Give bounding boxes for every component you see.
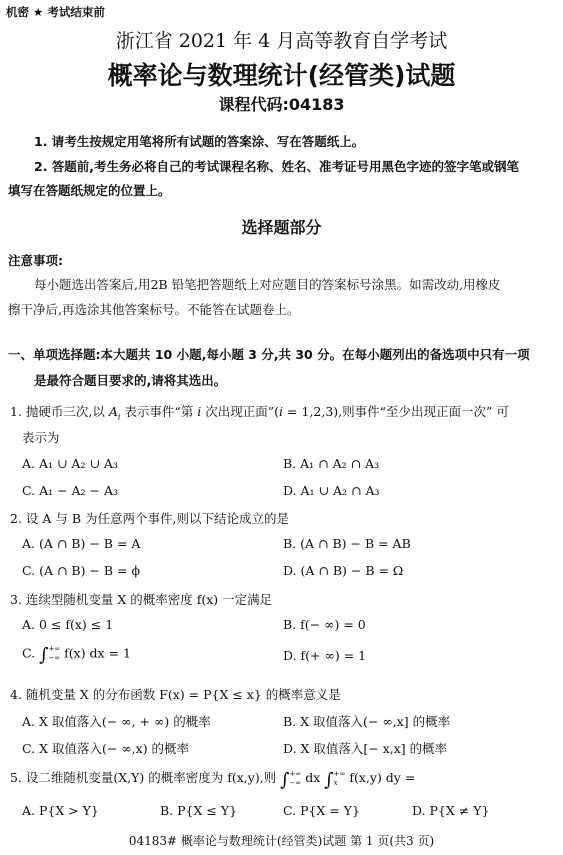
q1-option-b: B. A₁ ∩ A₂ ∩ A₃ [283, 456, 380, 471]
q5-option-b: B. P{X ≤ Y} [160, 803, 238, 818]
q4-option-d: D. X 取值落入[− x,x] 的概率 [283, 741, 448, 756]
secret-label: 机密 ★ 考试结束前 [6, 5, 105, 19]
instruction-1: 1. 请考生按规定用笔将所有试题的答案涂、写在答题纸上。 [34, 134, 365, 149]
part1-heading: 一、单项选择题:本大题共 10 小题,每小题 3 分,共 30 分。在每小题列出的备选项中只有一项 [8, 347, 530, 362]
question-4-stem: 4. 随机变量 X 的分布函数 F(x) = P{X ≤ x} 的概率意义是 [10, 687, 341, 702]
q5-option-c: C. P{X = Y} [283, 803, 360, 818]
notice-line-2: 擦干净后,再选涂其他答案标号。不能答在试题卷上。 [8, 302, 300, 317]
instruction-2-cont: 填写在答题纸规定的位置上。 [8, 183, 171, 198]
q5-option-a: A. P{X > Y} [22, 803, 99, 818]
q2-option-c: C. (A ∩ B) − B = ϕ [22, 563, 140, 578]
course-code: 课程代码:04183 [218, 95, 345, 114]
notice-heading: 注意事项: [8, 253, 63, 268]
q2-option-d: D. (A ∩ B) − B = Ω [283, 563, 404, 578]
q3-option-a: A. 0 ≤ f(x) ≤ 1 [22, 617, 114, 632]
q2-option-a: A. (A ∩ B) − B = A [22, 536, 141, 551]
exam-line: 浙江省 2021 年 4 月高等教育自学考试 [115, 30, 448, 52]
question-3-stem: 3. 连续型随机变量 X 的概率密度 f(x) 一定满足 [10, 592, 273, 607]
part1-heading-cont: 是最符合题目要求的,请将其选出。 [34, 373, 227, 388]
integral-sign: ∫ +∞ −∞ [280, 769, 302, 790]
question-5-stem: 5. 设二维随机变量(X,Y) 的概率密度为 f(x,y),则 ∫ +∞ −∞ dx ∫ +∞ x f(x,y) dy = [10, 769, 416, 790]
integral-sign: ∫ +∞ x [324, 769, 346, 790]
q5-option-d: D. P{X ≠ Y} [412, 803, 490, 818]
page-title: 概率论与数理统计(经管类)试题 [107, 61, 456, 90]
q4-option-a: A. X 取值落入(− ∞, + ∞) 的概率 [22, 714, 211, 729]
question-1-stem: 1. 抛硬币三次,以 $A_i$ 表示事件“第 i 次出现正面”(i = 1,2,3),则事件“至少出现正面一次” 可 [10, 404, 509, 422]
integral-sign: ∫ +∞ −∞ [39, 644, 61, 666]
q4-option-b: B. X 取值落入(− ∞,x] 的概率 [283, 714, 451, 729]
q2-option-b: B. (A ∩ B) − B = AB [283, 536, 411, 551]
instruction-2: 2. 答题前,考生务必将自己的考试课程名称、姓名、准考证号用黑色字迹的签字笔或钢笔 [34, 159, 520, 174]
question-1-stem-cont: 表示为 [22, 430, 60, 445]
q3-option-d: D. f(+ ∞) = 1 [283, 648, 367, 663]
q3-option-b: B. f(− ∞) = 0 [283, 617, 366, 632]
page-footer: 04183# 概率论与数理统计(经管类)试题 第 1 页(共3 页) [128, 834, 435, 848]
q1-option-a: A. A₁ ∪ A₂ ∪ A₃ [22, 456, 118, 471]
section-title: 选择题部分 [241, 218, 322, 237]
q4-option-c: C. X 取值落入(− ∞,x) 的概率 [22, 741, 190, 756]
q3-option-c: C. ∫ +∞ −∞ f(x) dx = 1 [22, 644, 131, 666]
notice-line-1: 每小题选出答案后,用2B 铅笔把答题纸上对应题目的答案标号涂黑。如需改动,用橡皮 [34, 277, 501, 292]
q1-option-c: C. A₁ − A₂ − A₃ [22, 483, 119, 498]
question-2-stem: 2. 设 A 与 B 为任意两个事件,则以下结论成立的是 [10, 511, 289, 526]
q1-option-d: D. A₁ ∪ A₂ ∩ A₃ [283, 483, 380, 498]
